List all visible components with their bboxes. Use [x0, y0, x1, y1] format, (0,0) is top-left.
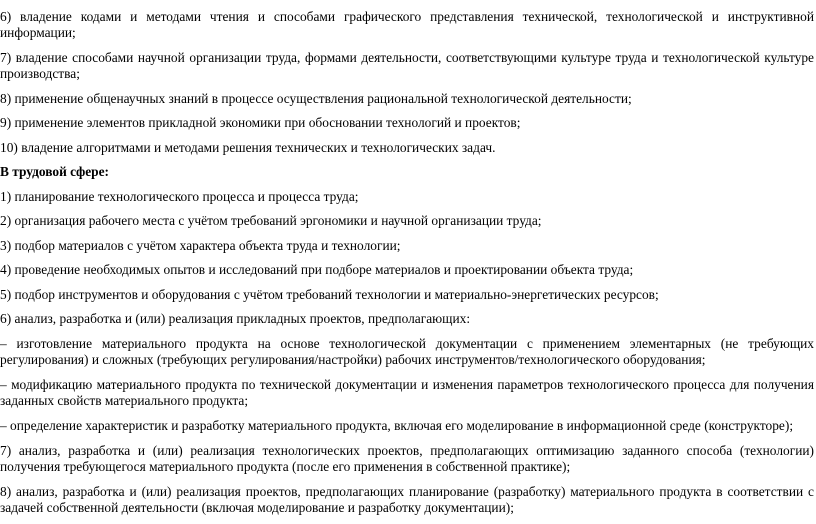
work-item-3: 3) подбор материалов с учётом характера объекта труда и технологии; [0, 238, 401, 253]
work-item-1: 1) планирование технологического процесса и процесса труда; [0, 189, 359, 204]
paragraph-10: 10) владение алгоритмами и методами решения технических и технологических задач. [0, 140, 496, 155]
paragraph-6: 6) владение кодами и методами чтения и способами графического представления технической, технологической и инструктивной информации; [0, 9, 814, 40]
work-item-8: 8) анализ, разработка и (или) реализация проектов, предполагающих планирование (разработку) материального продукта в соответствии с задачей собственной деятельности (включая моделирование и разработку документации); [0, 484, 814, 515]
section-heading: В трудовой сфере: [0, 164, 110, 179]
work-item-2: 2) организация рабочего места с учётом требований эргономики и научной организации труда; [0, 213, 542, 228]
work-item-5: 5) подбор инструментов и оборудования с учётом требований технологии и материально-энергетических ресурсов; [0, 287, 659, 302]
paragraph-9: 9) применение элементов прикладной экономики при обосновании технологий и проектов; [0, 115, 521, 130]
work-item-4: 4) проведение необходимых опытов и исследований при подборе материалов и проектировании объекта труда; [0, 262, 634, 277]
sub-item-characteristics: – определение характеристик и разработку материального продукта, включая его моделирование в информационной среде (конструкторе); [0, 418, 794, 433]
sub-item-manufacture: – изготовление материального продукта на основе технологической документации с применением элементарных (не требующих регулирования) и сложных (требующих регулирования/настройки) рабочих инструментов/технологического оборудования; [0, 336, 814, 367]
sub-item-modification: – модификацию материального продукта по технической документации и изменения параметров технологического процесса для получения заданных свойств материального продукта; [0, 377, 814, 408]
work-item-7: 7) анализ, разработка и (или) реализация технологических проектов, предполагающих оптимизацию заданного способа (технологии) получения требующегося материального продукта (после его применения в собственной практике); [0, 443, 814, 474]
work-item-6: 6) анализ, разработка и (или) реализация прикладных проектов, предполагающих: [0, 311, 471, 326]
paragraph-7: 7) владение способами научной организации труда, формами деятельности, соответствующими культуре труда и технологической культуре производства; [0, 50, 814, 81]
paragraph-8: 8) применение общенаучных знаний в процессе осуществления рациональной технологической деятельности; [0, 91, 632, 106]
